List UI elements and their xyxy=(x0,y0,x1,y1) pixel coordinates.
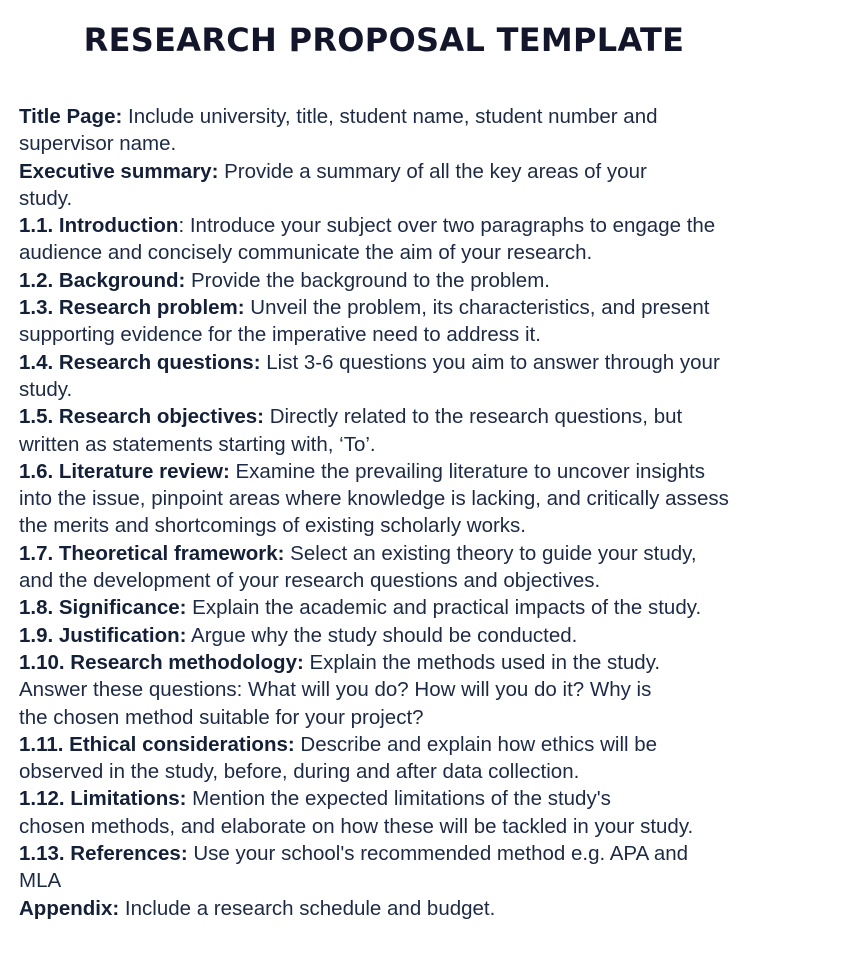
section-label: 1.12. Limitations: xyxy=(19,787,187,811)
section-introduction xyxy=(19,212,834,267)
section-title-page xyxy=(19,103,834,158)
section-text: : Introduce your subject over two paragraphs to engage the xyxy=(178,214,716,238)
section-label: 1.8. Significance: xyxy=(19,596,187,620)
section-text: Provide a summary of all the key areas of your xyxy=(218,159,647,183)
section-research-problem xyxy=(19,294,834,349)
section-label: 1.1. Introduction xyxy=(19,214,179,238)
section-label: 1.7. Theoretical framework: xyxy=(19,541,285,565)
section-text: Directly related to the research questions, but xyxy=(264,405,683,429)
section-label: 1.2. Background: xyxy=(19,268,186,292)
section-text: Examine the prevailing literature to uncover insights xyxy=(229,459,705,483)
section-research-objectives xyxy=(19,403,834,458)
section-literature-review xyxy=(19,458,834,540)
section-label: 1.9. Justification: xyxy=(19,623,187,647)
section-text: Include university, title, student name, student number and xyxy=(122,105,658,128)
section-text: chosen methods, and elaborate on how these will be tackled in your study. xyxy=(19,814,694,838)
section-label: 1.10. Research methodology: xyxy=(19,650,304,674)
section-label: 1.13. References: xyxy=(19,842,188,866)
section-text: supporting evidence for the imperative need to address it. xyxy=(19,323,541,347)
section-ethical-considerations xyxy=(19,731,834,786)
section-executive-summary xyxy=(19,158,834,213)
section-text: study. xyxy=(19,186,73,210)
section-appendix xyxy=(19,895,834,922)
section-label: 1.6. Literature review: xyxy=(19,459,230,483)
section-label: 1.4. Research questions: xyxy=(19,350,261,374)
section-theoretical-framework xyxy=(19,540,834,595)
section-justification xyxy=(19,622,834,649)
section-text: Explain the methods used in the study. xyxy=(303,650,661,674)
proposal-sections xyxy=(19,103,834,922)
section-text: written as statements starting with, ‘To’. xyxy=(19,432,376,456)
section-label: Executive summary: xyxy=(19,159,219,183)
section-references xyxy=(19,840,834,895)
section-text: Include a research schedule and budget. xyxy=(119,896,496,920)
section-text: Argue why the study should be conducted. xyxy=(186,623,578,647)
section-text: supervisor name. xyxy=(19,132,177,156)
section-text: Provide the background to the problem. xyxy=(185,268,550,292)
section-label: Title Page: xyxy=(19,105,123,128)
section-text: audience and concisely communicate the aim of your research. xyxy=(19,241,593,265)
section-research-questions xyxy=(19,349,834,404)
section-limitations xyxy=(19,785,834,840)
section-label: 1.3. Research problem: xyxy=(19,296,245,320)
section-label: 1.5. Research objectives: xyxy=(19,405,264,429)
section-text: Use your school's recommended method e.g. APA and xyxy=(187,842,689,866)
section-label: Appendix: xyxy=(19,896,120,920)
section-background xyxy=(19,267,834,294)
section-text: List 3-6 questions you aim to answer through your xyxy=(260,350,720,374)
section-text: Answer these questions: What will you do? How will you do it? Why is xyxy=(19,678,652,702)
section-label: 1.11. Ethical considerations: xyxy=(19,732,295,756)
section-text: Explain the academic and practical impacts of the study. xyxy=(186,596,702,620)
section-text: the chosen method suitable for your project? xyxy=(19,705,424,729)
page-title: RESEARCH PROPOSAL TEMPLATE xyxy=(83,21,685,59)
section-text: Mention the expected limitations of the study's xyxy=(186,787,611,811)
section-significance xyxy=(19,594,834,621)
section-text: into the issue, pinpoint areas where knowledge is lacking, and critically assess xyxy=(19,487,729,511)
section-text: Select an existing theory to guide your study, xyxy=(284,541,697,565)
section-text: and the development of your research questions and objectives. xyxy=(19,569,601,593)
section-text: Unveil the problem, its characteristics, and present xyxy=(244,296,710,320)
section-text: study. xyxy=(19,377,73,401)
section-text: observed in the study, before, during and after data collection. xyxy=(19,760,580,784)
section-text: the merits and shortcomings of existing scholarly works. xyxy=(19,514,527,538)
section-text: MLA xyxy=(19,869,62,893)
section-research-methodology xyxy=(19,649,834,731)
section-text: Describe and explain how ethics will be xyxy=(294,732,658,756)
